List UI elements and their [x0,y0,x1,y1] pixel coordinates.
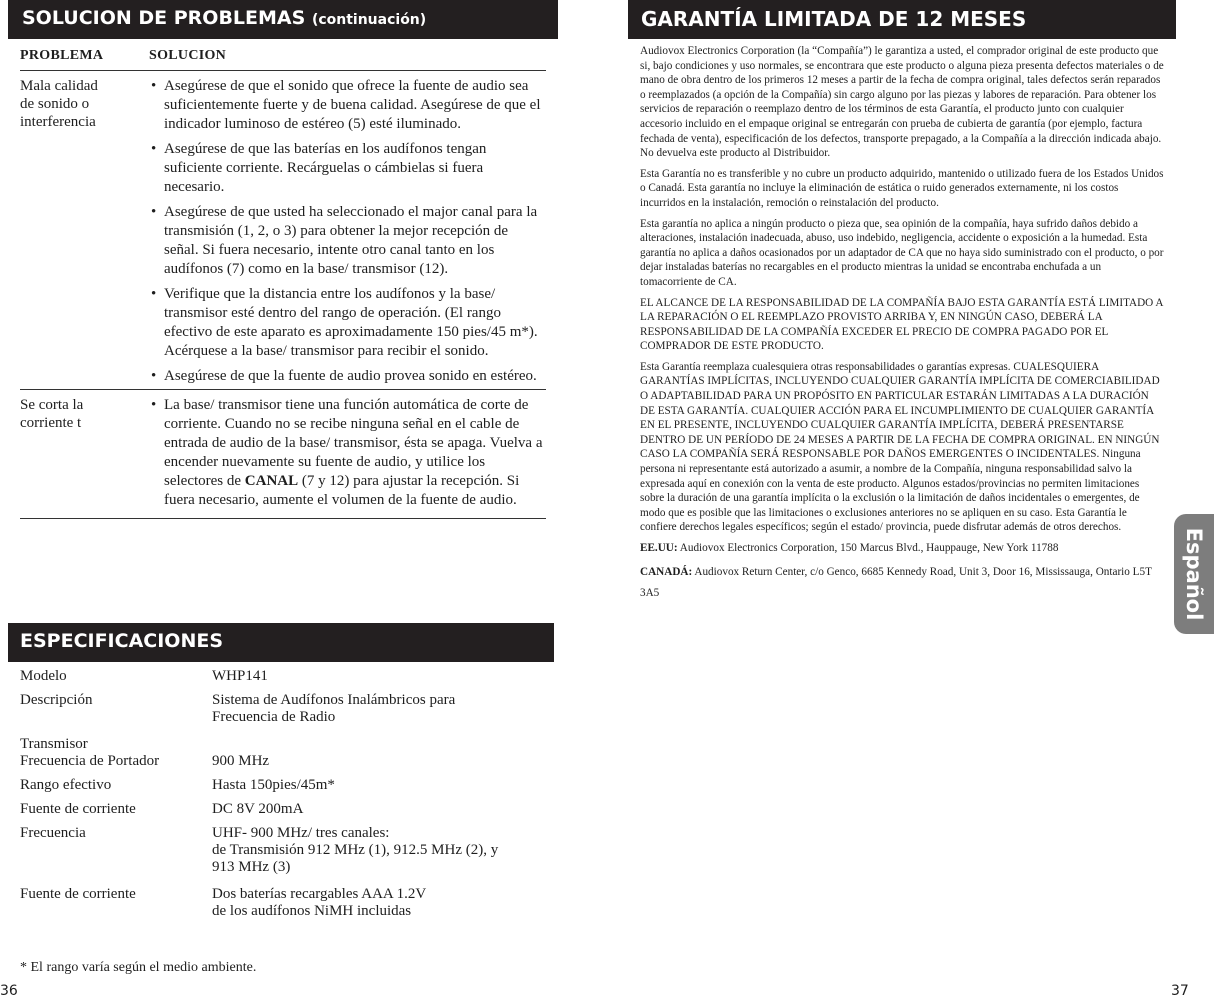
page-number-left: 36 [0,983,18,999]
canada-address [640,562,1164,604]
specs-header [8,623,554,662]
problem-cell: Se corta la corriente t [20,397,84,431]
us-label: EE.UU: [640,542,678,554]
spec-row [20,886,550,920]
warranty-body [640,44,1164,610]
warranty-paragraph: EL ALCANCE DE LA RESPONSABILIDAD DE LA COMPAÑÍA BAJO ESTA GARANTÍA ESTÁ LIMITADO A LA REPARACIÓN O EL REEMPLAZO PROVISTO ARRIBA Y, EN NINGÚN CASO, DEBERÁ LA RESPONSABILIDAD DE LA COMPAÑÍA EXCEDER EL PRECIO DE COMPRA PAGADO POR EL COMPRADOR DE ESTE PRODUCTO. [640,296,1163,353]
solution-bullet: • Asegúrese de que el sonido que ofrece la fuente de audio sea suficientemente fuerte y de buena calidad. Asegúrese de que el indicador luminoso de estéreo (5) esté iluminado. [149,77,546,134]
column-solution: SOLUCION [149,48,227,63]
spec-key: Frecuencia [20,825,86,841]
spec-row [20,668,550,685]
specs-title: ESPECIFICACIONES [20,630,224,652]
spec-row [20,801,550,818]
troubleshooting-table [20,48,546,519]
spec-value: UHF- 900 MHz/ tres canales: de Transmisión 912 MHz (1), 912.5 MHz (2), y 913 MHz (3) [212,825,499,875]
us-address [640,541,1164,556]
spec-value: WHP141 [212,668,268,684]
language-tab-label: Español [1182,527,1206,621]
spec-value: DC 8V 200mA [212,801,304,817]
spec-row [20,825,550,876]
footnote: * El rango varía según el medio ambiente. [20,960,257,975]
solution-bullet: • Asegúrese de que las baterías en los audífonos tengan suficiente corriente. Recárguelas o cámbielas si fuera necesario. [149,140,546,197]
table-row [20,71,546,390]
warranty-title: GARANTÍA LIMITADA DE 12 MESES [641,7,1027,31]
us-address-text: Audiovox Electronics Corporation, 150 Marcus Blvd., Hauppauge, New York 11788 [677,542,1059,554]
spec-key: Modelo [20,668,67,684]
solution-text-b: (7 y 12) para ajustar la recepción. Si fuera necesario, aumente el volumen de la fuente de audio. [164,473,520,508]
canada-address-text: Audiovox Return Center, c/o Genco, 6685 Kennedy Road, Unit 3, Door 16, Mississauga, Ontario L5T 3A5 [640,565,1152,599]
canada-label: CANADÁ: [640,565,693,578]
spec-key: Descripción [20,692,93,708]
spec-key: Transmisor Frecuencia de Portador [20,736,160,769]
language-tab [1174,514,1214,634]
spec-key: Fuente de corriente [20,886,136,902]
solution-cell [149,396,546,510]
canal-keyword: CANAL [244,473,299,489]
page-number-right: 37 [1171,983,1189,999]
troubleshooting-title: SOLUCION DE PROBLEMAS [22,7,306,29]
table-row [20,390,546,519]
solution-bullet: • Asegúrese de que usted ha seleccionado el major canal para la transmisión (1, 2, o 3) para obtener la mejor recepción de señal. Si fuera necesario, intente otro canal tanto en los audífonos (7) como en la base/ transmisor (12). [149,203,546,279]
solution-bullet [149,396,546,510]
troubleshooting-title-sub: (continuación) [311,12,427,28]
spec-value: Dos baterías recargables AAA 1.2V de los audífonos NiMH incluidas [212,886,427,919]
specs-list [20,668,550,927]
table-header [20,48,546,71]
spec-value: Hasta 150pies/45m* [212,777,335,793]
column-problem: PROBLEMA [20,48,104,63]
warranty-paragraph: Audiovox Electronics Corporation (la “Compañía”) le garantiza a usted, el comprador original de este producto que si, bajo condiciones y uso normales, se encontrara que este producto o alguna pieza presenta defectos materiales o de mano de obra dentro de los primeros 12 meses a partir de la fecha de compra original, tales defectos serán reparados o reemplazados (a opción de la Compañía) sin cargo alguno por las piezas y labores de reparación. Para obtener los servicios de reparación o reemplazo dentro de los términos de esta Garantía, el producto junto con cualquier accesorio incluido en el empaque original se entregarán con prueba de cubierta de garantía (por ejemplo, factura fechada de venta), especificación de los defectos, transporte prepagado, a la Compañía a la dirección indicada abajo. No devuelva este producto al Distribuidor. [640,45,1164,160]
solution-cell [149,77,546,386]
solution-bullet: • Verifique que la distancia entre los audífonos y la base/ transmisor esté dentro del rango de operación. (El rango efectivo de este aparato es aproximadamente 150 pies/45 m*). Acérquese a la base/ transmisor para recibir el sonido. [149,285,546,361]
spec-row [20,692,550,726]
warranty-paragraph: Esta Garantía no es transferible y no cubre un producto adquirido, mantenido o utilizado fuera de los Estados Unidos o Canadá. Esta garantía no incluye la eliminación de estática o ruido generados externamente, ni los costos incurridos en la instalación, remoción o reinstalación del producto. [640,167,1164,209]
troubleshooting-header [8,0,558,39]
spec-row [20,777,550,794]
spec-value: Sistema de Audífonos Inalámbricos para Frecuencia de Radio [212,692,456,725]
solution-bullet: • Asegúrese de que la fuente de audio provea sonido en estéreo. [149,367,546,386]
spec-key: Fuente de corriente [20,801,136,817]
warranty-paragraph: Esta Garantía reemplaza cualesquiera otras responsabilidades o garantías expresas. CUALESQUIERA GARANTÍAS IMPLÍCITAS, INCLUYENDO CUALQUIER GARANTÍA IMPLÍCITA DE COMERCIABILIDAD O ADAPTABILIDAD PARA UN PROPÓSITO EN PARTICULAR ESTARÁN LIMITADAS A LA DURACIÓN DE ESTA GARANTÍA. CUALQUIER ACCIÓN PARA EL INCUMPLIMIENTO DE CUALQUIER GARANTÍA EN EL PRESENTE, INCLUYENDO CUALQUIER GARANTÍA IMPLÍCITA, DEBERÁ PRESENTARSE DENTRO DE UN PERÍODO DE 24 MESES A PARTIR DE LA FECHA DE COMPRA ORIGINAL. EN NINGÚN CASO LA COMPAÑÍA SERÁ RESPONSABLE POR DAÑOS EMERGENTES O INCIDENTALES. Ninguna persona ni representante está autorizado a asumir, a nombre de la Compañía, ninguna responsabilidad salvo la expresada aquí en conexión con la venta de este producto. Algunos estados/provincias no permiten limitaciones sobre la duración de una garantía implícita o la exclusión o la limitación de daños incidentales o emergentes, de modo que es posible que las limitaciones o exclusiones anteriores no se apliquen en su caso. Esta Garantía le confiere derechos legales específicos; según el estado/ provincia, puede disfrutar además de otros derechos. [640,360,1160,534]
spec-row [20,736,550,770]
spec-key: Rango efectivo [20,777,112,793]
problem-cell: Mala calidad de sonido o interferencia [20,78,98,130]
warranty-header [628,0,1176,39]
warranty-paragraph: Esta garantía no aplica a ningún producto o pieza que, sea opinión de la compañía, haya sufrido daños debido a alteraciones, instalación inadecuada, abuso, uso indebido, negligencia, accidente o exposición a la humedad. Esta garantía no aplica a daños ocasionados por un adaptador de CA que no haya sido suministrado con el producto, o por dejar instaladas baterías no recargables en el producto mientras la unidad se encontraba enchufada a un tomacorriente de CA. [640,217,1164,288]
solution-text-a: La base/ transmisor tiene una función automática de corte de corriente. Cuando no se recibe ninguna señal en el cable de entrada de audio de la base/ transmisor, ésta se apaga. Vuelva a encender nuevamente su fuente de audio, y utilice los selectores de [164,397,543,489]
spec-value: 900 MHz [212,753,270,769]
